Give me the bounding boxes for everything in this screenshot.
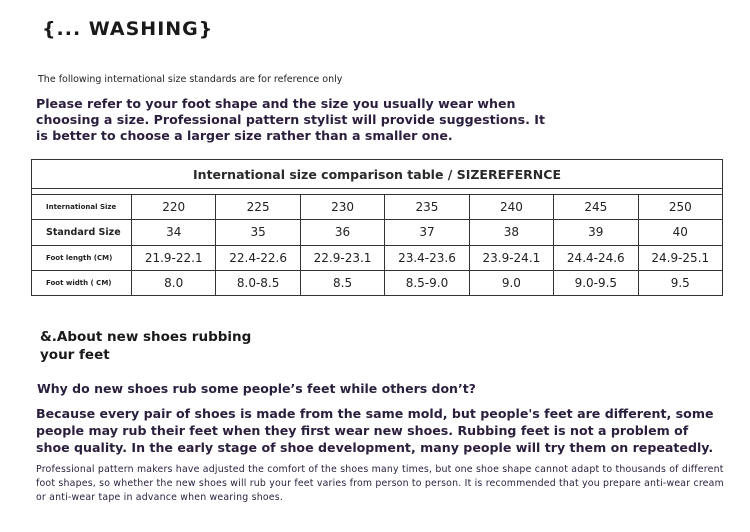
table-cell: 8.0: [132, 270, 216, 295]
table-cell: 36: [300, 220, 384, 245]
table-cell: 235: [385, 195, 469, 220]
table-cell: 22.4-22.6: [216, 245, 300, 270]
table-cell: 220: [132, 195, 216, 220]
table-cell: 39: [554, 220, 638, 245]
table-cell: 9.0-9.5: [554, 270, 638, 295]
table-row: [32, 220, 723, 245]
table-cell: 9.5: [638, 270, 722, 295]
table-cell: 240: [469, 195, 553, 220]
answer-paragraph: Because every pair of shoes is made from the same mold, but people's feet are different, some people may rub their feet when they first wear new shoes. Rubbing feet is not a problem of shoe quality. In the early stage of shoe development, many people will try them on repeatedly.: [36, 406, 714, 455]
table-cell: 8.5: [300, 270, 384, 295]
detail-paragraph: Professional pattern makers have adjusted the comfort of the shoes many times, but one shoe shape cannot adapt to thousands of different foot shapes, so whether the new shoes will rub your feet varies from person to person. It is recommended that you prepare anti-wear cream or anti-wear tape in advance when wearing shoes.: [36, 464, 724, 503]
table-cell: 23.9-24.1: [469, 245, 553, 270]
subsection-title: [40, 328, 251, 364]
table-cell: 40: [638, 220, 722, 245]
table-cell: 230: [300, 195, 384, 220]
table-cell: 24.9-25.1: [638, 245, 722, 270]
section-heading: {... WASHING}: [42, 18, 214, 40]
table-row: [32, 245, 723, 270]
table-row: [32, 270, 723, 295]
table-cell: 37: [385, 220, 469, 245]
table-title: International size comparison table / SIZEREFERNCE: [32, 160, 723, 189]
reference-note: The following international size standards are for reference only: [38, 74, 343, 85]
row-label: Foot length (CM): [32, 245, 132, 270]
intro-paragraph: Please refer to your foot shape and the size you usually wear when choosing a size. Professional pattern stylist will provide suggestions. It is better to choose a larger size rather than a smaller one.: [36, 96, 545, 143]
table-cell: 8.0-8.5: [216, 270, 300, 295]
table-cell: 24.4-24.6: [554, 245, 638, 270]
table-cell: 9.0: [469, 270, 553, 295]
table-row: [32, 195, 723, 220]
table-cell: 35: [216, 220, 300, 245]
row-label: International Size: [32, 195, 132, 220]
table-cell: 245: [554, 195, 638, 220]
table-cell: 225: [216, 195, 300, 220]
table-cell: 23.4-23.6: [385, 245, 469, 270]
table-cell: 21.9-22.1: [132, 245, 216, 270]
row-label: Standard Size: [32, 220, 132, 245]
table-cell: 22.9-23.1: [300, 245, 384, 270]
subsection-title-line: your feet: [40, 347, 110, 363]
table-cell: 34: [132, 220, 216, 245]
size-comparison-table: [31, 159, 723, 296]
question-text: Why do new shoes rub some people’s feet while others don’t?: [37, 381, 476, 396]
table-cell: 38: [469, 220, 553, 245]
subsection-title-line: &.About new shoes rubbing: [40, 329, 252, 345]
table-cell: 250: [638, 195, 722, 220]
table-cell: 8.5-9.0: [385, 270, 469, 295]
row-label: Foot width ( CM): [32, 270, 132, 295]
